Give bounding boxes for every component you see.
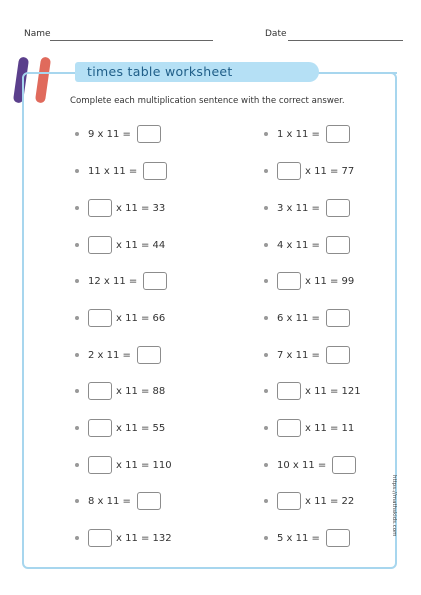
right-problem-row xyxy=(264,528,350,548)
left-problem-row xyxy=(75,198,165,218)
answer-box[interactable] xyxy=(326,346,350,364)
answer-box[interactable] xyxy=(137,492,161,510)
problem-text: 1 x 11 = xyxy=(277,128,320,140)
bullet-icon xyxy=(264,279,268,283)
bullet-icon xyxy=(264,243,268,247)
left-problem-row xyxy=(75,308,165,328)
problem-text: 8 x 11 = xyxy=(88,495,131,507)
answer-box[interactable] xyxy=(88,309,112,327)
answer-box[interactable] xyxy=(326,529,350,547)
bullet-icon xyxy=(264,389,268,393)
answer-box[interactable] xyxy=(277,492,301,510)
answer-box[interactable] xyxy=(143,162,167,180)
problem-text: 11 x 11 = xyxy=(88,165,138,177)
answer-box[interactable] xyxy=(143,272,167,290)
bullet-icon xyxy=(75,426,79,430)
name-label: Name xyxy=(24,29,51,39)
answer-box[interactable] xyxy=(88,419,112,437)
problem-text: x 11 = 22 xyxy=(305,495,355,507)
answer-box[interactable] xyxy=(277,382,301,400)
answer-box[interactable] xyxy=(137,346,161,364)
answer-box[interactable] xyxy=(277,419,301,437)
worksheet-title: times table worksheet xyxy=(87,64,233,79)
problem-text: x 11 = 11 xyxy=(305,422,355,434)
problem-text: x 11 = 121 xyxy=(305,385,361,397)
answer-box[interactable] xyxy=(326,309,350,327)
right-problem-row xyxy=(264,198,350,218)
problem-text: 6 x 11 = xyxy=(277,312,320,324)
problem-text: 4 x 11 = xyxy=(277,239,320,251)
answer-box[interactable] xyxy=(88,456,112,474)
right-problem-row xyxy=(264,235,350,255)
right-problem-row xyxy=(264,491,354,511)
problem-text: 5 x 11 = xyxy=(277,532,320,544)
problem-text: 2 x 11 = xyxy=(88,349,131,361)
problem-text: 12 x 11 = xyxy=(88,275,138,287)
problem-text: x 11 = 99 xyxy=(305,275,355,287)
answer-box[interactable] xyxy=(137,125,161,143)
bullet-icon xyxy=(75,316,79,320)
problem-text: x 11 = 55 xyxy=(116,422,166,434)
right-problem-row xyxy=(264,308,350,328)
left-problem-row xyxy=(75,124,161,144)
bullet-icon xyxy=(75,499,79,503)
bullet-icon xyxy=(264,169,268,173)
bullet-icon xyxy=(264,499,268,503)
problem-text: x 11 = 44 xyxy=(116,239,166,251)
bullet-icon xyxy=(264,353,268,357)
bullet-icon xyxy=(264,463,268,467)
bullet-icon xyxy=(75,463,79,467)
right-problem-row xyxy=(264,161,354,181)
answer-box[interactable] xyxy=(88,382,112,400)
left-problem-row xyxy=(75,491,161,511)
problem-text: x 11 = 66 xyxy=(116,312,166,324)
right-problem-row xyxy=(264,345,350,365)
right-problem-row xyxy=(264,418,354,438)
answer-box[interactable] xyxy=(88,236,112,254)
bullet-icon xyxy=(75,536,79,540)
right-problem-row xyxy=(264,455,356,475)
left-problem-row xyxy=(75,528,172,548)
bullet-icon xyxy=(264,536,268,540)
source-url: https://mathskids.com xyxy=(391,475,397,537)
answer-box[interactable] xyxy=(88,199,112,217)
right-problem-row xyxy=(264,381,361,401)
problem-text: 9 x 11 = xyxy=(88,128,131,140)
bullet-icon xyxy=(75,132,79,136)
date-label: Date xyxy=(265,29,287,39)
left-problem-row xyxy=(75,381,165,401)
left-problem-row xyxy=(75,161,167,181)
bullet-icon xyxy=(75,169,79,173)
bullet-icon xyxy=(75,279,79,283)
left-problem-row xyxy=(75,455,172,475)
problem-text: x 11 = 33 xyxy=(116,202,166,214)
left-problem-row xyxy=(75,235,165,255)
answer-box[interactable] xyxy=(326,125,350,143)
left-problem-row xyxy=(75,345,161,365)
answer-box[interactable] xyxy=(326,199,350,217)
answer-box[interactable] xyxy=(88,529,112,547)
bullet-icon xyxy=(264,206,268,210)
problem-text: x 11 = 77 xyxy=(305,165,355,177)
bullet-icon xyxy=(264,132,268,136)
problem-text: x 11 = 110 xyxy=(116,459,172,471)
problem-text: 3 x 11 = xyxy=(277,202,320,214)
answer-box[interactable] xyxy=(277,272,301,290)
left-problem-row xyxy=(75,418,165,438)
problem-text: x 11 = 88 xyxy=(116,385,166,397)
bullet-icon xyxy=(75,243,79,247)
instructions: Complete each multiplication sentence with the correct answer. xyxy=(70,96,345,106)
date-line xyxy=(288,40,403,41)
answer-box[interactable] xyxy=(332,456,356,474)
name-line xyxy=(50,40,213,41)
answer-box[interactable] xyxy=(326,236,350,254)
right-problem-row xyxy=(264,271,354,291)
problem-text: 7 x 11 = xyxy=(277,349,320,361)
bullet-icon xyxy=(75,389,79,393)
bullet-icon xyxy=(264,426,268,430)
bullet-icon xyxy=(264,316,268,320)
title-divider xyxy=(331,72,397,74)
right-problem-row xyxy=(264,124,350,144)
problem-text: x 11 = 132 xyxy=(116,532,172,544)
bullet-icon xyxy=(75,353,79,357)
answer-box[interactable] xyxy=(277,162,301,180)
problem-text: 10 x 11 = xyxy=(277,459,327,471)
bullet-icon xyxy=(75,206,79,210)
left-problem-row xyxy=(75,271,167,291)
